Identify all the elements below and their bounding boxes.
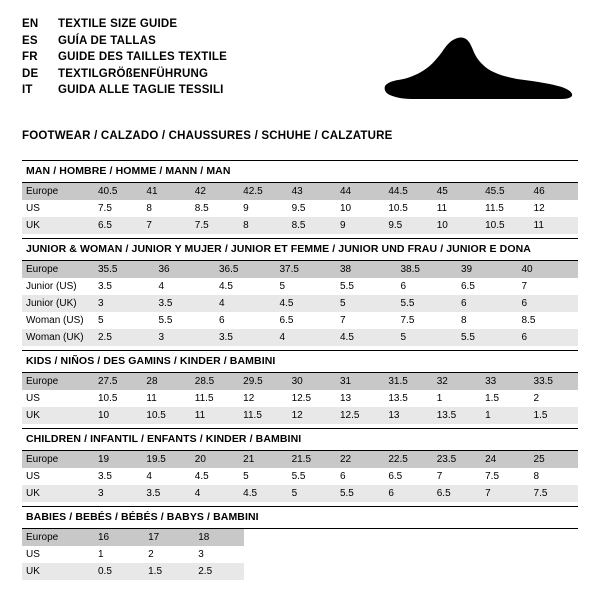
cell: 8.5 [191,200,239,217]
cell: 44.5 [384,183,432,200]
table-row [22,329,578,346]
cell: 12 [239,390,287,407]
cell: 9 [336,217,384,234]
cell: 22.5 [384,451,432,468]
cell: 0.5 [94,563,144,580]
cell: 5.5 [336,485,384,502]
cell: 42 [191,183,239,200]
table-row [22,261,578,278]
cell: 12.5 [288,390,336,407]
cell: 12 [288,407,336,424]
category-heading: FOOTWEAR / CALZADO / CHAUSSURES / SCHUHE / CALZATURE [22,130,393,142]
size-table-kids [22,373,578,424]
cell: 6 [518,295,579,312]
cell: 33 [481,373,529,390]
section-junior-woman [22,238,578,346]
section-title: BABIES / BEBÉS / BÉBÉS / BABYS / BAMBINI [26,511,259,523]
language-title: TEXTILE SIZE GUIDE [58,18,178,30]
cell: 5.5 [288,468,336,485]
cell: 12 [530,200,578,217]
cell: 16 [94,529,144,546]
cell: 45 [433,183,481,200]
row-label: US [22,200,94,217]
cell: 7 [336,312,397,329]
cell: 4 [155,278,216,295]
cell: 42.5 [239,183,287,200]
cell: 18 [194,529,244,546]
dress-shoe-icon [384,36,574,102]
cell: 5 [94,312,155,329]
cell: 39 [457,261,518,278]
language-code: EN [22,18,39,30]
language-title: GUIDE DES TAILLES TEXTILE [58,51,227,63]
cell: 11 [191,407,239,424]
cell: 3 [155,329,216,346]
cell: 13.5 [384,390,432,407]
table-row [22,468,578,485]
cell: 10.5 [384,200,432,217]
cell: 7.5 [191,217,239,234]
cell: 13 [384,407,432,424]
cell: 4.5 [215,278,276,295]
language-title: GUIDA ALLE TAGLIE TESSILI [58,84,224,96]
cell: 20 [191,451,239,468]
cell: 6.5 [457,278,518,295]
cell: 10 [433,217,481,234]
row-label: Europe [22,261,94,278]
table-row [22,373,578,390]
section-title: JUNIOR & WOMAN / JUNIOR Y MUJER / JUNIOR ET FEMME / JUNIOR UND FRAU / JUNIOR E DONA [26,243,531,255]
cell: 3 [194,546,244,563]
cell: 4.5 [336,329,397,346]
cell: 8 [142,200,190,217]
cell: 28 [142,373,190,390]
row-label: US [22,390,94,407]
table-row [22,183,578,200]
row-label: Europe [22,373,94,390]
language-code: DE [22,67,39,80]
section-title: MAN / HOMBRE / HOMME / MANN / MAN [26,165,231,177]
row-label: Europe [22,451,94,468]
cell: 6.5 [384,468,432,485]
cell: 17 [144,529,194,546]
cell: 8.5 [288,217,336,234]
cell: 6.5 [276,312,337,329]
cell: 5 [397,329,458,346]
section-children [22,428,578,502]
cell: 3.5 [94,278,155,295]
cell: 31.5 [384,373,432,390]
language-title: TEXTILGRÖßENFÜHRUNG [58,67,209,80]
language-code: FR [22,51,38,63]
table-row [22,390,578,407]
table-row [22,546,244,563]
cell: 13.5 [433,407,481,424]
row-label: US [22,468,94,485]
cell: 7.5 [481,468,529,485]
cell: 1.5 [530,407,578,424]
cell: 10 [94,407,142,424]
cell: 1.5 [144,563,194,580]
cell: 37.5 [276,261,337,278]
cell: 45.5 [481,183,529,200]
cell: 11.5 [191,390,239,407]
cell: 38.5 [397,261,458,278]
cell: 5.5 [457,329,518,346]
cell: 25 [530,451,578,468]
row-label: UK [22,407,94,424]
cell: 46 [530,183,578,200]
cell: 7 [433,468,481,485]
table-row [22,278,578,295]
cell: 6 [397,278,458,295]
cell: 11 [142,390,190,407]
cell: 6 [336,468,384,485]
cell: 5.5 [336,278,397,295]
cell: 43 [288,183,336,200]
size-table-children [22,451,578,502]
cell: 21.5 [288,451,336,468]
cell: 2 [530,390,578,407]
table-row [22,295,578,312]
row-label: Woman (US) [22,312,94,329]
cell: 3.5 [155,295,216,312]
cell: 31 [336,373,384,390]
cell: 27.5 [94,373,142,390]
cell: 6 [215,312,276,329]
cell: 7 [481,485,529,502]
cell: 6 [518,329,579,346]
cell: 12.5 [336,407,384,424]
cell: 5 [336,295,397,312]
cell: 7.5 [397,312,458,329]
cell: 19.5 [142,451,190,468]
cell: 5 [276,278,337,295]
cell: 1 [94,546,144,563]
cell: 24 [481,451,529,468]
cell: 23.5 [433,451,481,468]
language-row [22,16,578,33]
cell: 5 [288,485,336,502]
cell: 41 [142,183,190,200]
cell: 5.5 [397,295,458,312]
cell: 3 [94,485,142,502]
section-babies [22,506,578,580]
cell: 30 [288,373,336,390]
cell: 4.5 [276,295,337,312]
cell: 13 [336,390,384,407]
cell: 3.5 [215,329,276,346]
cell: 3.5 [94,468,142,485]
cell: 40 [518,261,579,278]
cell: 36.5 [215,261,276,278]
cell: 11.5 [481,200,529,217]
section-title: KIDS / NIÑOS / DES GAMINS / KINDER / BAMBINI [26,355,276,367]
cell: 3 [94,295,155,312]
cell: 8 [530,468,578,485]
cell: 7 [518,278,579,295]
cell: 6.5 [94,217,142,234]
section-kids [22,350,578,424]
size-table-babies [22,529,244,580]
cell: 7.5 [530,485,578,502]
cell: 5.5 [155,312,216,329]
row-label: US [22,546,94,563]
row-label: UK [22,563,94,580]
cell: 4.5 [239,485,287,502]
cell: 44 [336,183,384,200]
cell: 6.5 [433,485,481,502]
language-code: IT [22,84,33,96]
cell: 10.5 [94,390,142,407]
cell: 1.5 [481,390,529,407]
cell: 9.5 [288,200,336,217]
cell: 28.5 [191,373,239,390]
cell: 6 [457,295,518,312]
page-header [22,16,578,112]
cell: 2.5 [194,563,244,580]
cell: 11.5 [239,407,287,424]
cell: 8 [457,312,518,329]
cell: 4.5 [191,468,239,485]
cell: 21 [239,451,287,468]
cell: 4 [191,485,239,502]
table-row [22,563,244,580]
cell: 7.5 [94,200,142,217]
cell: 2 [144,546,194,563]
cell: 8.5 [518,312,579,329]
cell: 5 [239,468,287,485]
size-table-junior-woman [22,261,578,346]
cell: 35.5 [94,261,155,278]
cell: 11 [530,217,578,234]
table-row [22,485,578,502]
row-label: Junior (UK) [22,295,94,312]
table-row [22,451,578,468]
cell: 2.5 [94,329,155,346]
language-title: GUÍA DE TALLAS [58,34,156,47]
row-label: UK [22,217,94,234]
cell: 38 [336,261,397,278]
cell: 29.5 [239,373,287,390]
table-row [22,312,578,329]
cell: 33.5 [530,373,578,390]
section-man [22,160,578,234]
cell: 10.5 [142,407,190,424]
row-label: UK [22,485,94,502]
cell: 4 [276,329,337,346]
table-row [22,407,578,424]
cell: 4 [142,468,190,485]
cell: 7 [142,217,190,234]
row-label: Junior (US) [22,278,94,295]
table-row [22,217,578,234]
row-label: Europe [22,183,94,200]
cell: 4 [215,295,276,312]
cell: 19 [94,451,142,468]
cell: 6 [384,485,432,502]
table-row [22,200,578,217]
table-row [22,529,244,546]
cell: 9.5 [384,217,432,234]
language-code: ES [22,34,38,47]
cell: 11 [433,200,481,217]
cell: 10 [336,200,384,217]
size-table-man [22,183,578,234]
row-label: Woman (UK) [22,329,94,346]
section-title: CHILDREN / INFANTIL / ENFANTS / KINDER / BAMBINI [26,433,302,445]
cell: 1 [433,390,481,407]
cell: 1 [481,407,529,424]
cell: 10.5 [481,217,529,234]
cell: 32 [433,373,481,390]
cell: 9 [239,200,287,217]
cell: 8 [239,217,287,234]
cell: 40.5 [94,183,142,200]
cell: 3.5 [142,485,190,502]
cell: 22 [336,451,384,468]
row-label: Europe [22,529,94,546]
cell: 36 [155,261,216,278]
